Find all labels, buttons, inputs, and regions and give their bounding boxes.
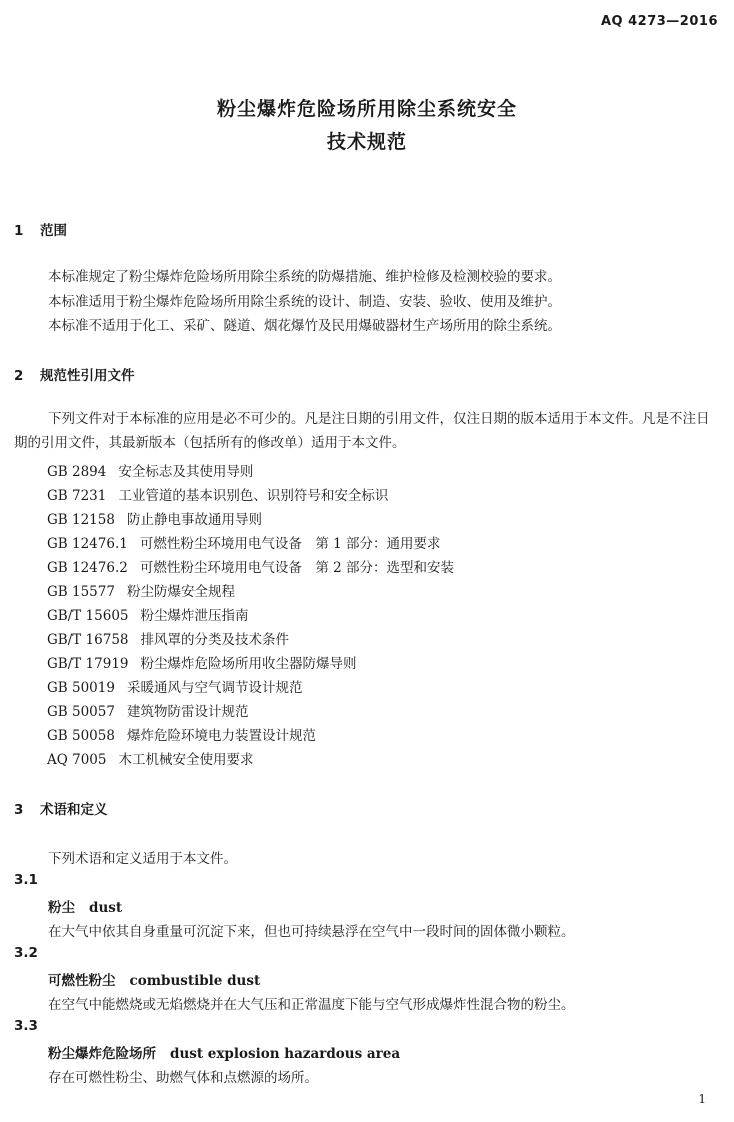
reference-code: GB/T 16758	[47, 632, 129, 648]
document-title-line1: 粉尘爆炸危险场所用除尘系统安全	[216, 98, 517, 120]
reference-code: GB 50057	[47, 704, 115, 720]
reference-item	[47, 676, 302, 696]
document-title-line2: 技术规范	[326, 131, 407, 153]
term-en: dust	[89, 900, 123, 916]
reference-title: 爆炸危险环境电力装置设计规范	[126, 728, 316, 744]
reference-item	[47, 484, 388, 504]
reference-title: 粉尘爆炸危险场所用收尘器防爆导则	[140, 656, 357, 672]
reference-title: 粉尘防爆安全规程	[126, 584, 235, 600]
reference-item	[47, 628, 289, 648]
reference-item	[47, 700, 248, 720]
reference-item	[47, 724, 316, 744]
reference-code: GB 2894	[47, 464, 107, 480]
term-zh: 粉尘	[48, 900, 75, 916]
term-definition: 存在可燃性粉尘、助燃气体和点燃源的场所。	[48, 1070, 318, 1086]
term-heading	[48, 969, 260, 989]
reference-title: 工业管道的基本识别色、识别符号和安全标识	[118, 488, 389, 504]
reference-title: 安全标志及其使用导则	[118, 464, 254, 480]
term-number: 3.3	[14, 1018, 38, 1034]
references-intro: 下列文件对于本标准的应用是必不可少的。凡是注日期的引用文件，仅注日期的版本适用于本文件。凡是不注日期的引用文件，其最新版本（包括所有的修改单）适用于本文件。	[14, 411, 710, 451]
reference-code: GB 7231	[47, 488, 107, 504]
term-en: dust explosion hazardous area	[170, 1046, 401, 1062]
term-heading	[48, 1042, 400, 1062]
term-zh: 粉尘爆炸危险场所	[48, 1046, 156, 1062]
reference-item	[47, 508, 262, 528]
scope-paragraph-3: 本标准不适用于化工、采矿、隧道、烟花爆竹及民用爆破器材生产场所用的除尘系统。	[48, 318, 561, 334]
term-number: 3.2	[14, 945, 38, 961]
reference-item	[47, 556, 454, 576]
section-2-heading	[14, 364, 135, 384]
section-number: 1	[14, 223, 24, 239]
reference-code: GB 12476.2	[47, 560, 128, 576]
reference-code: GB/T 15605	[47, 608, 129, 624]
scope-paragraph-1: 本标准规定了粉尘爆炸危险场所用除尘系统的防爆措施、维护检修及检测校验的要求。	[48, 269, 561, 285]
reference-item	[47, 580, 235, 600]
reference-item	[47, 748, 253, 768]
reference-item	[47, 604, 249, 624]
reference-code: GB 50019	[47, 680, 115, 696]
reference-item	[47, 532, 441, 552]
section-title: 术语和定义	[40, 802, 108, 818]
reference-item	[47, 460, 253, 480]
standard-code: AQ 4273—2016	[600, 14, 718, 29]
reference-code: AQ 7005	[47, 752, 107, 768]
term-zh: 可燃性粉尘	[48, 973, 116, 989]
reference-code: GB 50058	[47, 728, 115, 744]
page-number: 1	[698, 1092, 706, 1106]
scope-paragraph-2: 本标准适用于粉尘爆炸危险场所用除尘系统的设计、制造、安装、验收、使用及维护。	[48, 294, 561, 310]
reference-code: GB 12158	[47, 512, 115, 528]
reference-title: 可燃性粉尘环境用电气设备 第 1 部分：通用要求	[139, 536, 441, 552]
section-1-heading	[14, 219, 67, 239]
term-number: 3.1	[14, 872, 38, 888]
reference-title: 可燃性粉尘环境用电气设备 第 2 部分：选型和安装	[139, 560, 454, 576]
reference-title: 建筑物防雷设计规范	[126, 704, 249, 720]
reference-item	[47, 652, 357, 672]
reference-code: GB 12476.1	[47, 536, 128, 552]
term-definition: 在空气中能燃烧或无焰燃烧并在大气压和正常温度下能与空气形成爆炸性混合物的粉尘。	[48, 997, 575, 1013]
term-definition: 在大气中依其自身重量可沉淀下来，但也可持续悬浮在空气中一段时间的固体微小颗粒。	[48, 924, 575, 940]
reference-title: 采暖通风与空气调节设计规范	[126, 680, 303, 696]
reference-code: GB 15577	[47, 584, 115, 600]
reference-title: 排风罩的分类及技术条件	[140, 632, 289, 648]
reference-code: GB/T 17919	[47, 656, 129, 672]
section-title: 规范性引用文件	[40, 368, 135, 384]
terms-intro: 下列术语和定义适用于本文件。	[48, 851, 237, 867]
section-number: 2	[14, 368, 24, 384]
reference-title: 木工机械安全使用要求	[118, 752, 254, 768]
reference-title: 粉尘爆炸泄压指南	[140, 608, 249, 624]
term-en: combustible dust	[129, 973, 261, 989]
section-number: 3	[14, 802, 24, 818]
section-3-heading	[14, 798, 108, 818]
term-heading	[48, 896, 122, 916]
reference-title: 防止静电事故通用导则	[126, 512, 262, 528]
section-title: 范围	[40, 223, 67, 239]
